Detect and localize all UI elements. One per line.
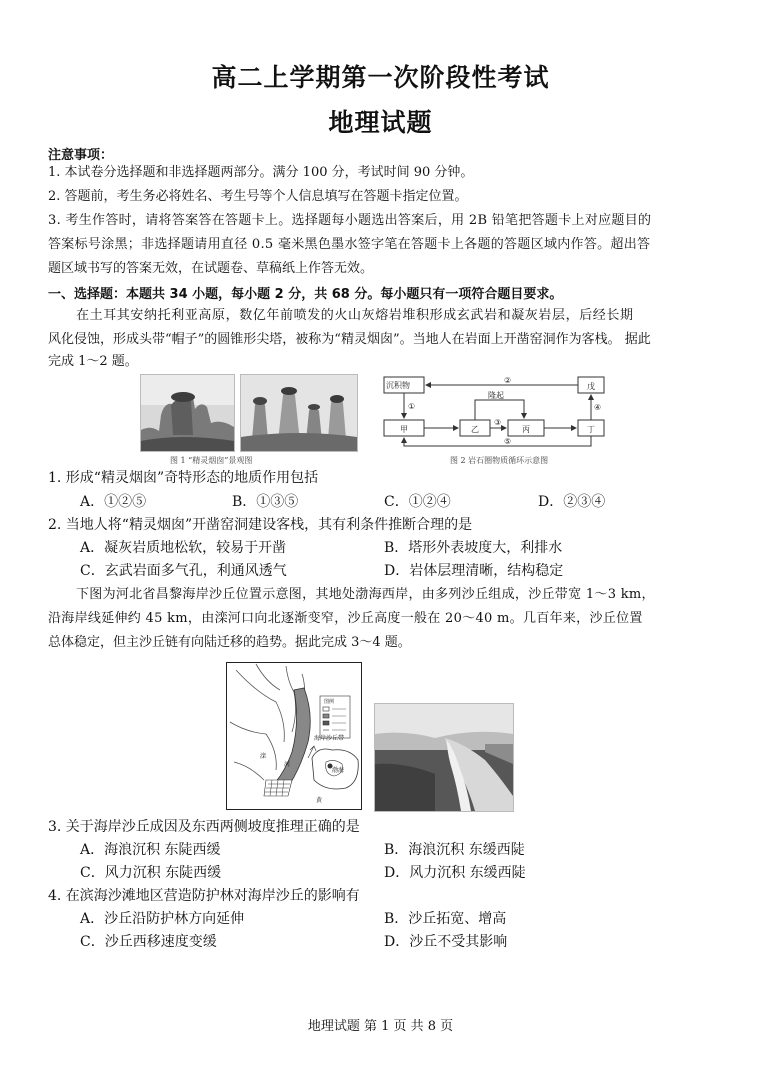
node-label: 丙 (522, 425, 530, 434)
cycle-mark: ① (408, 402, 416, 411)
q1-stem: 1. 形成“精灵烟囱”奇特形态的地质作用包括 (48, 470, 319, 486)
q4-option-c: C．沙丘西移速度变缓 (80, 934, 217, 950)
exam-title: 高二上学期第一次阶段性考试 (211, 63, 550, 92)
q3-stem: 3. 关于海岸沙丘成因及东西两侧坡度推理正确的是 (48, 819, 360, 835)
q3-option-d: D．风力沉积 东缓西陡 (384, 865, 526, 881)
q4-stem: 4. 在滨海沙滩地区营造防护林对海岸沙丘的影响有 (48, 888, 360, 904)
node-label: 乙 (471, 425, 479, 434)
cycle-mark: ④ (594, 403, 602, 412)
q4-option-d: D．沙丘不受其影响 (384, 934, 508, 950)
passage2-line: 下图为河北省昌黎海岸沙丘位置示意图，其地处渤海西岸，由多列沙丘组成，沙丘带宽 1～3 km， (76, 587, 655, 602)
q4-option-b: B．沙丘拓宽、增高 (384, 911, 507, 927)
q1-option-d: D．②③④ (538, 494, 606, 510)
cycle-mark: ③ (494, 418, 502, 427)
coastal-dune-map (226, 662, 362, 810)
q4-option-a: A．沙丘沿防护林方向延伸 (80, 911, 245, 927)
node-label: 甲 (400, 425, 408, 434)
page-footer: 地理试题 第 1 页 共 8 页 (307, 1019, 454, 1034)
fairy-chimney-photo-2 (240, 374, 358, 452)
notice-item: 2. 答题前，考生务必将姓名、考生号等个人信息填写在答题卡指定位置。 (48, 189, 468, 204)
passage1-line: 风化侵蚀，形成头带“帽子”的圆锥形尖塔，被称为“精灵烟囱”。当地人在岩面上开凿窑洞作为客栈。 据此 (48, 332, 651, 347)
map-label: 滦 (260, 753, 267, 760)
q2-option-a: A．凝灰岩质地松软，较易于开凿 (80, 540, 287, 556)
notice-item: 答案标号涂黑；非选择题请用直径 0.5 毫米黑色墨水签字笔在答题卡上各题的答题区域内作答。超出答 (48, 237, 651, 252)
q2-stem: 2. 当地人将“精灵烟囱”开凿窑洞建设客栈，其有利条件推断合理的是 (48, 517, 473, 533)
q2-option-d: D．岩体层理清晰，结构稳定 (384, 563, 564, 579)
rock-cycle-diagram (364, 372, 624, 452)
figure2-caption: 图 2 岩石圈物质循环示意图 (450, 456, 549, 465)
fairy-chimney-photo-1 (140, 374, 235, 452)
notice-item: 1. 本试卷分选择题和非选择题两部分。满分 100 分，考试时间 90 分钟。 (48, 165, 474, 180)
q1-option-a: A．①②⑤ (80, 494, 147, 510)
figure1-caption: 图 1 “精灵烟囱”景观图 (170, 456, 253, 465)
map-label: 渤海 (332, 767, 345, 774)
q2-option-c: C．玄武岩面多气孔，利通风透气 (80, 563, 287, 579)
q3-option-a: A．海浪沉积 东陡西缓 (80, 842, 221, 858)
passage2-line: 沿海岸线延伸约 45 km，由滦河口向北逐渐变窄，沙丘高度一般在 20～40 m。几百年来，沙丘位置 (48, 611, 643, 626)
cycle-mark: ② (504, 376, 512, 385)
q1-option-c: C．①②④ (384, 494, 451, 510)
node-label: 丁 (587, 425, 595, 434)
map-label: 河 (284, 761, 291, 768)
section-heading: 一、选择题：本题共 34 小题，每小题 2 分，共 68 分。每小题只有一项符合题目要求。 (48, 287, 563, 302)
passage2-line: 总体稳定，但主沙丘链有向陆迁移的趋势。据此完成 3～4 题。 (48, 635, 411, 650)
notice-item: 题区域书写的答案无效，在试题卷、草稿纸上作答无效。 (48, 261, 374, 276)
q3-option-b: B．海浪沉积 东缓西陡 (384, 842, 525, 858)
coastal-dune-photo (374, 703, 514, 812)
notice-item: 3. 考生作答时，请将答案答在答题卡上。选择题每小题选出答案后，用 2B 铅笔把答题卡上对应题目的 (48, 213, 652, 228)
node-label: 沉积物 (386, 381, 410, 390)
notice-heading: 注意事项： (48, 148, 114, 163)
legend-title: 图例 (324, 699, 335, 705)
cycle-mark: ⑤ (504, 437, 512, 446)
passage1-line: 完成 1～2 题。 (48, 354, 138, 369)
q2-option-b: B．塔形外表坡度大，利排水 (384, 540, 563, 556)
exam-subtitle: 地理试题 (328, 108, 433, 137)
q3-option-c: C．风力沉积 东陡西缓 (80, 865, 222, 881)
map-label: 黄 (316, 797, 323, 804)
passage1-line: 在土耳其安纳托利亚高原，数亿年前喷发的火山灰熔岩堆积形成玄武岩和凝灰岩层，后经长期 (76, 308, 634, 323)
uplift-label: 隆起 (488, 391, 504, 400)
map-label: 海岸沙丘带 (314, 735, 345, 742)
q1-option-b: B．①③⑤ (232, 494, 299, 510)
node-label: 戊 (587, 382, 595, 391)
